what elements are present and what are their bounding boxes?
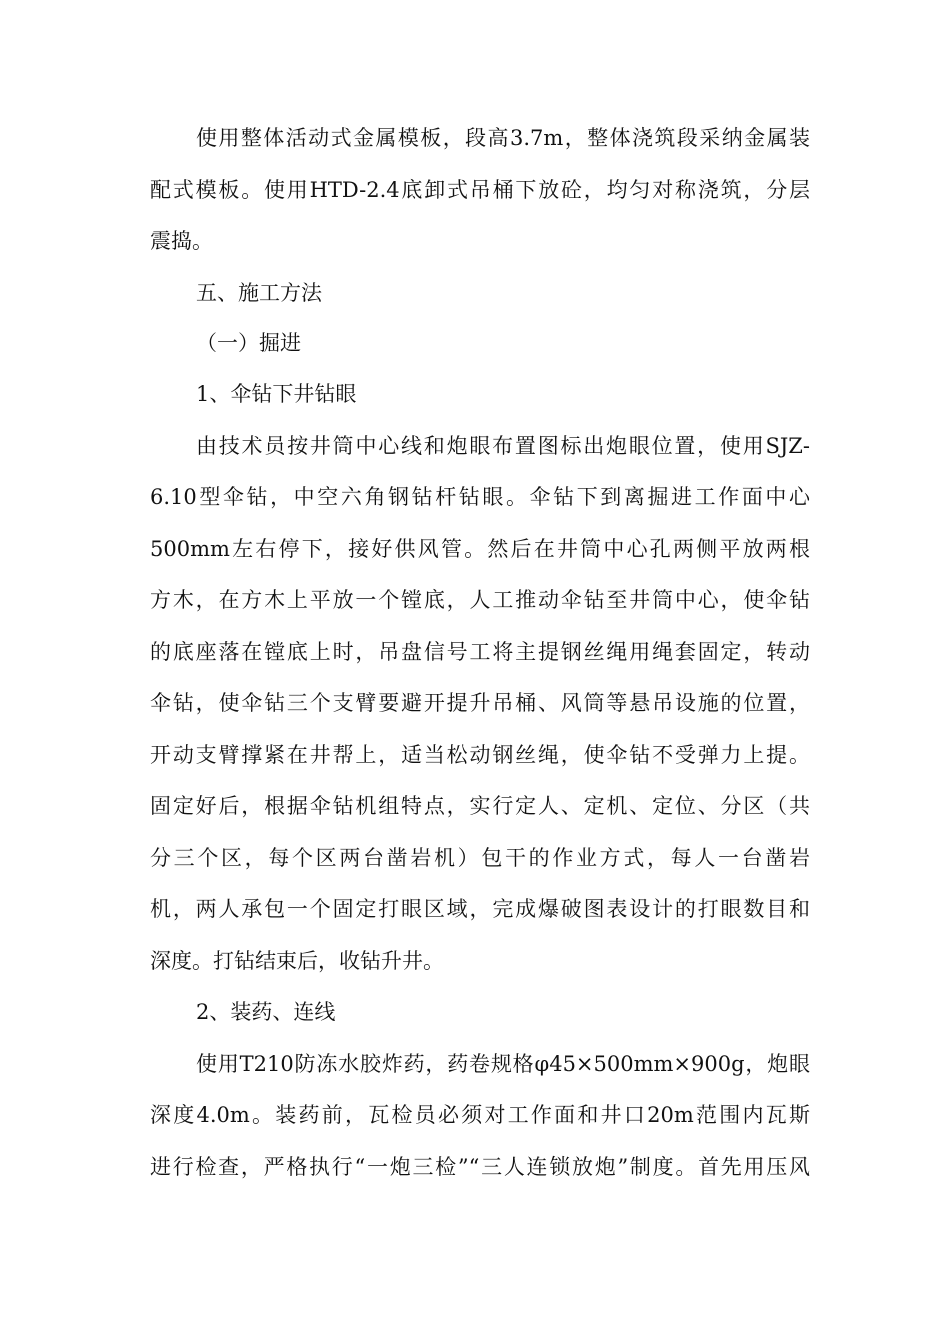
- item-heading: 1、伞钻下井钻眼: [196, 382, 357, 406]
- body-line: 进行检查，严格执行“一炮三检”“三人连锁放炮”制度。首先用压风: [150, 1155, 810, 1179]
- body-line: 深度。打钻结束后，收钻升井。: [150, 949, 444, 973]
- section-heading: 五、施工方法: [196, 281, 322, 305]
- body-line: 固定好后，根据伞钻机组特点，实行定人、定机、定位、分区（共: [150, 794, 810, 818]
- body-line: 500mm左右停下，接好供风管。然后在井筒中心孔两侧平放两根: [150, 537, 810, 561]
- body-line: 深度4.0m。装药前，瓦检员必须对工作面和井口20m范围内瓦斯: [150, 1103, 810, 1127]
- body-line: 的底座落在镗底上时，吊盘信号工将主提钢丝绳用绳套固定，转动: [150, 640, 810, 664]
- body-line: 开动支臂撑紧在井帮上，适当松动钢丝绳，使伞钻不受弹力上提。: [150, 743, 810, 767]
- subsection-heading: （一）掘进: [196, 331, 301, 355]
- body-line: 由技术员按井筒中心线和炮眼布置图标出炮眼位置，使用SJZ-: [196, 434, 810, 458]
- body-line: 伞钻，使伞钻三个支臂要避开提升吊桶、风筒等悬吊设施的位置，: [150, 691, 810, 715]
- body-line: 震捣。: [150, 229, 213, 253]
- body-line: 分三个区，每个区两台凿岩机）包干的作业方式，每人一台凿岩: [150, 846, 810, 870]
- body-line: 机，两人承包一个固定打眼区域，完成爆破图表设计的打眼数目和: [150, 897, 810, 921]
- body-line: 配式模板。使用HTD-2.4底卸式吊桶下放砼，均匀对称浇筑，分层: [150, 178, 810, 202]
- body-line: 6.10型伞钻，中空六角钢钻杆钻眼。伞钻下到离掘进工作面中心: [150, 485, 810, 509]
- item-heading: 2、装药、连线: [196, 1000, 336, 1024]
- body-line: 方木，在方木上平放一个镗底，人工推动伞钻至井筒中心，使伞钻: [150, 588, 810, 612]
- body-line: 使用整体活动式金属模板，段高3.7m，整体浇筑段采纳金属装: [196, 126, 810, 150]
- body-line: 使用T210防冻水胶炸药，药卷规格φ45×500mm×900g，炮眼: [196, 1052, 810, 1076]
